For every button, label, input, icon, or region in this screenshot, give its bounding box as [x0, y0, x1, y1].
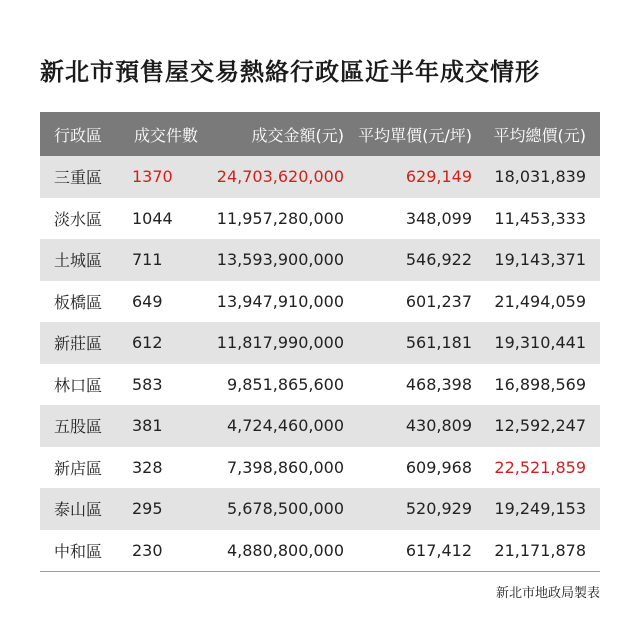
- cell-amount: 7,398,860,000: [226, 457, 344, 477]
- cell-district: 中和區: [54, 541, 103, 561]
- column-header-amount: 成交金額(元): [251, 125, 344, 145]
- column-header-total-price: 平均總價(元): [493, 125, 586, 145]
- cell-total-price: 22,521,859: [494, 457, 586, 477]
- cell-count: 583: [132, 374, 163, 394]
- table-header-row: [40, 112, 600, 156]
- cell-district: 泰山區: [54, 500, 103, 520]
- cell-count: 711: [132, 250, 163, 270]
- cell-total-price: 19,143,371: [494, 250, 586, 270]
- table-row: [40, 488, 600, 530]
- column-header-district: 行政區: [54, 125, 103, 145]
- cell-unit-price: 561,181: [405, 333, 472, 353]
- cell-amount: 11,957,280,000: [216, 208, 344, 228]
- column-header-count: 成交件數: [133, 125, 198, 145]
- cell-district: 五股區: [54, 417, 103, 437]
- table-row: [40, 530, 600, 572]
- cell-unit-price: 609,968: [405, 457, 472, 477]
- table-row: [40, 322, 600, 364]
- cell-amount: 24,703,620,000: [216, 167, 344, 187]
- cell-count: 295: [132, 499, 163, 519]
- cell-district: 新莊區: [54, 334, 103, 354]
- cell-total-price: 19,310,441: [494, 333, 586, 353]
- column-header-unit-price: 平均單價(元/坪): [358, 125, 472, 145]
- cell-total-price: 12,592,247: [494, 416, 586, 436]
- cell-amount: 9,851,865,600: [226, 374, 344, 394]
- data-table: [40, 112, 600, 572]
- cell-amount: 13,947,910,000: [216, 291, 344, 311]
- cell-unit-price: 546,922: [405, 250, 472, 270]
- cell-amount: 4,724,460,000: [226, 416, 344, 436]
- cell-count: 1370: [132, 167, 173, 187]
- cell-unit-price: 629,149: [405, 167, 472, 187]
- cell-total-price: 16,898,569: [494, 374, 586, 394]
- cell-total-price: 11,453,333: [494, 208, 586, 228]
- table-row: [40, 239, 600, 281]
- table-row: [40, 281, 600, 323]
- cell-total-price: 21,494,059: [494, 291, 586, 311]
- cell-total-price: 19,249,153: [494, 499, 586, 519]
- table-bottom-divider: [40, 571, 600, 572]
- cell-unit-price: 430,809: [405, 416, 472, 436]
- cell-count: 612: [132, 333, 163, 353]
- cell-count: 381: [132, 416, 163, 436]
- cell-total-price: 21,171,878: [494, 540, 586, 560]
- cell-unit-price: 520,929: [405, 499, 472, 519]
- table-row: [40, 198, 600, 240]
- cell-amount: 4,880,800,000: [226, 540, 344, 560]
- source-credit: 新北市地政局製表: [495, 586, 600, 601]
- cell-count: 230: [132, 540, 163, 560]
- cell-unit-price: 468,398: [405, 374, 472, 394]
- cell-total-price: 18,031,839: [494, 167, 586, 187]
- cell-amount: 13,593,900,000: [216, 250, 344, 270]
- cell-unit-price: 617,412: [405, 540, 472, 560]
- cell-district: 板橋區: [54, 292, 103, 312]
- cell-district: 三重區: [54, 168, 103, 188]
- cell-unit-price: 601,237: [405, 291, 472, 311]
- table-row: [40, 364, 600, 406]
- cell-amount: 11,817,990,000: [216, 333, 344, 353]
- cell-amount: 5,678,500,000: [226, 499, 344, 519]
- cell-unit-price: 348,099: [405, 208, 472, 228]
- table-row: [40, 156, 600, 198]
- table-row: [40, 405, 600, 447]
- cell-count: 328: [132, 457, 163, 477]
- cell-count: 649: [132, 291, 163, 311]
- page-title: 新北市預售屋交易熱絡行政區近半年成交情形: [40, 58, 540, 86]
- cell-district: 淡水區: [54, 209, 103, 229]
- cell-count: 1044: [132, 208, 173, 228]
- cell-district: 土城區: [54, 251, 103, 271]
- cell-district: 林口區: [54, 375, 103, 395]
- cell-district: 新店區: [54, 458, 103, 478]
- table-row: [40, 447, 600, 489]
